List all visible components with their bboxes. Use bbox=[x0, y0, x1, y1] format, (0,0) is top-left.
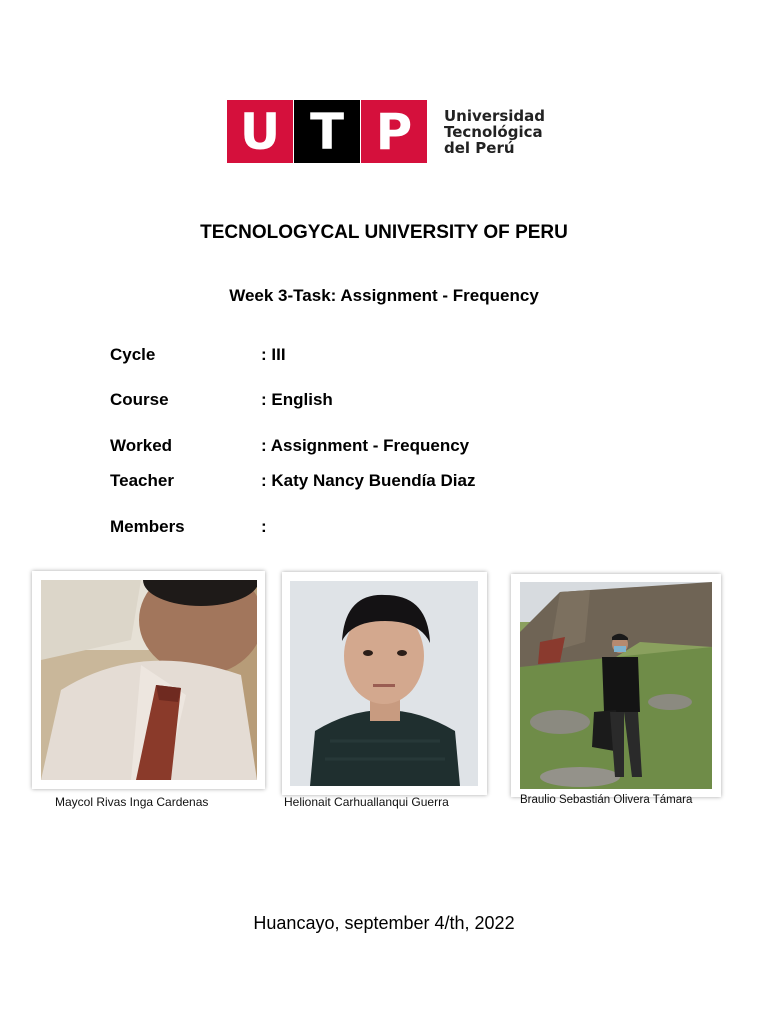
document-subtitle: Week 3-Task: Assignment - Frequency bbox=[229, 286, 539, 305]
logo-name-line-1: Universidad bbox=[444, 107, 546, 125]
logo-university-name bbox=[444, 108, 545, 156]
member-3-name: Braulio Sebastián Olivera Támara bbox=[520, 794, 693, 806]
member-1-image bbox=[41, 580, 257, 780]
field-value-worked: : Assignment - Frequency bbox=[261, 436, 470, 455]
document-title: TECNOLOGYCAL UNIVERSITY OF PERU bbox=[200, 222, 568, 243]
logo-letter-u: U bbox=[227, 100, 293, 163]
member-1-name: Maycol Rivas Inga Cardenas bbox=[55, 795, 209, 809]
field-value-teacher: : Katy Nancy Buendía Diaz bbox=[261, 471, 476, 490]
logo-letter-p: P bbox=[361, 100, 427, 163]
field-label-cycle: Cycle bbox=[110, 345, 156, 364]
member-2-name: Helionait Carhuallanqui Guerra bbox=[284, 795, 449, 809]
member-2-image bbox=[290, 581, 478, 786]
logo-letter-t: T bbox=[294, 100, 360, 163]
logo-name-line-3: del Perú bbox=[444, 139, 515, 157]
footer-place-date: Huancayo, september 4/th, 2022 bbox=[253, 913, 515, 933]
field-value-cycle: : III bbox=[261, 345, 286, 364]
member-photo-2 bbox=[282, 572, 487, 795]
utp-logo bbox=[208, 88, 560, 172]
member-photo-1 bbox=[32, 571, 265, 789]
field-label-members: Members bbox=[110, 517, 185, 536]
field-label-worked: Worked bbox=[110, 436, 173, 455]
member-3-image bbox=[520, 582, 712, 789]
member-photo-3 bbox=[511, 574, 721, 797]
field-label-course: Course bbox=[110, 390, 169, 409]
field-value-course: : English bbox=[261, 390, 333, 409]
field-label-teacher: Teacher bbox=[110, 471, 174, 490]
logo-name-line-2: Tecnológica bbox=[444, 123, 543, 141]
field-value-members: : bbox=[261, 517, 267, 536]
